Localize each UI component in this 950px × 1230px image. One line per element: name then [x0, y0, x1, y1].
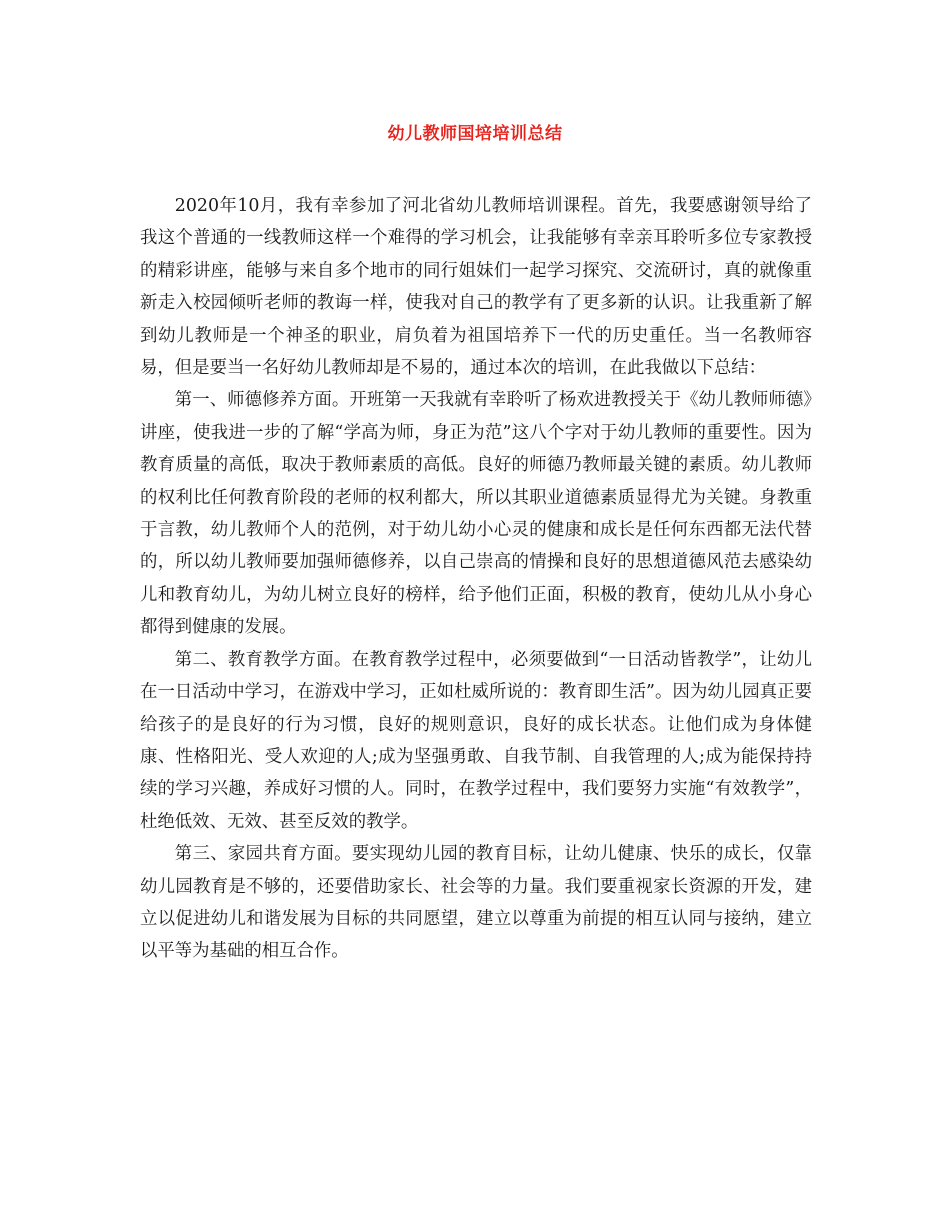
- document-title: 幼儿教师国培培训总结: [387, 124, 563, 144]
- paragraph-home-school: 第三、家园共育方面。要实现幼儿园的教育目标，让幼儿健康、快乐的成长，仅靠幼儿园教育是不够的，还要借助家长、社会等的力量。我们要重视家长资源的开发，建立以促进幼儿和谐发展为目标的共同愿望，建立以尊重为前提的相互认同与接纳，建立以平等为基础的相互合作。: [140, 844, 812, 962]
- paragraph-ethics: 第一、师德修养方面。开班第一天我就有幸聆听了杨欢进教授关于《幼儿教师师德》讲座，使我进一步的了解“学高为师，身正为范”这八个字对于幼儿教师的重要性。因为教育质量的高低，取决于教师素质的高低。良好的师德乃教师最关键的素质。幼儿教师的权利比任何教育阶段的老师的权利都大，所以其职业道德素质显得尤为关键。身教重于言教，幼儿教师个人的范例，对于幼儿幼小心灵的健康和成长是任何东西都无法代替的，所以幼儿教师要加强师德修养，以自己崇高的情操和良好的思想道德风范去感染幼儿和教育幼儿，为幼儿树立良好的榜样，给予他们正面，积极的教育，使幼儿从小身心都得到健康的发展。: [140, 390, 812, 638]
- document-body: [140, 190, 812, 968]
- paragraph-teaching: 第二、教育教学方面。在教育教学过程中，必须要做到“一日活动皆教学”，让幼儿在一日活动中学习，在游戏中学习，正如杜威所说的：教育即生活”。因为幼儿园真正要给孩子的是良好的行为习惯，良好的规则意识，良好的成长状态。让他们成为身体健康、性格阳光、受人欢迎的人;成为坚强勇敢、自我节制、自我管理的人;成为能保持持续的学习兴趣，养成好习惯的人。同时，在教学过程中，我们要努力实施“有效教学”，杜绝低效、无效、甚至反效的教学。: [140, 649, 812, 832]
- paragraph-intro: 2020年10月，我有幸参加了河北省幼儿教师培训课程。首先，我要感谢领导给了我这个普通的一线教师这样一个难得的学习机会，让我能够有幸亲耳聆听多位专家教授的精彩讲座，能够与来自多个地市的同行姐妹们一起学习探究、交流研讨，真的就像重新走入校园倾听老师的教诲一样，使我对自己的教学有了更多新的认识。让我重新了解到幼儿教师是一个神圣的职业，肩负着为祖国培养下一代的历史重任。当一名教师容易，但是要当一名好幼儿教师却是不易的，通过本次的培训，在此我做以下总结：: [140, 196, 812, 379]
